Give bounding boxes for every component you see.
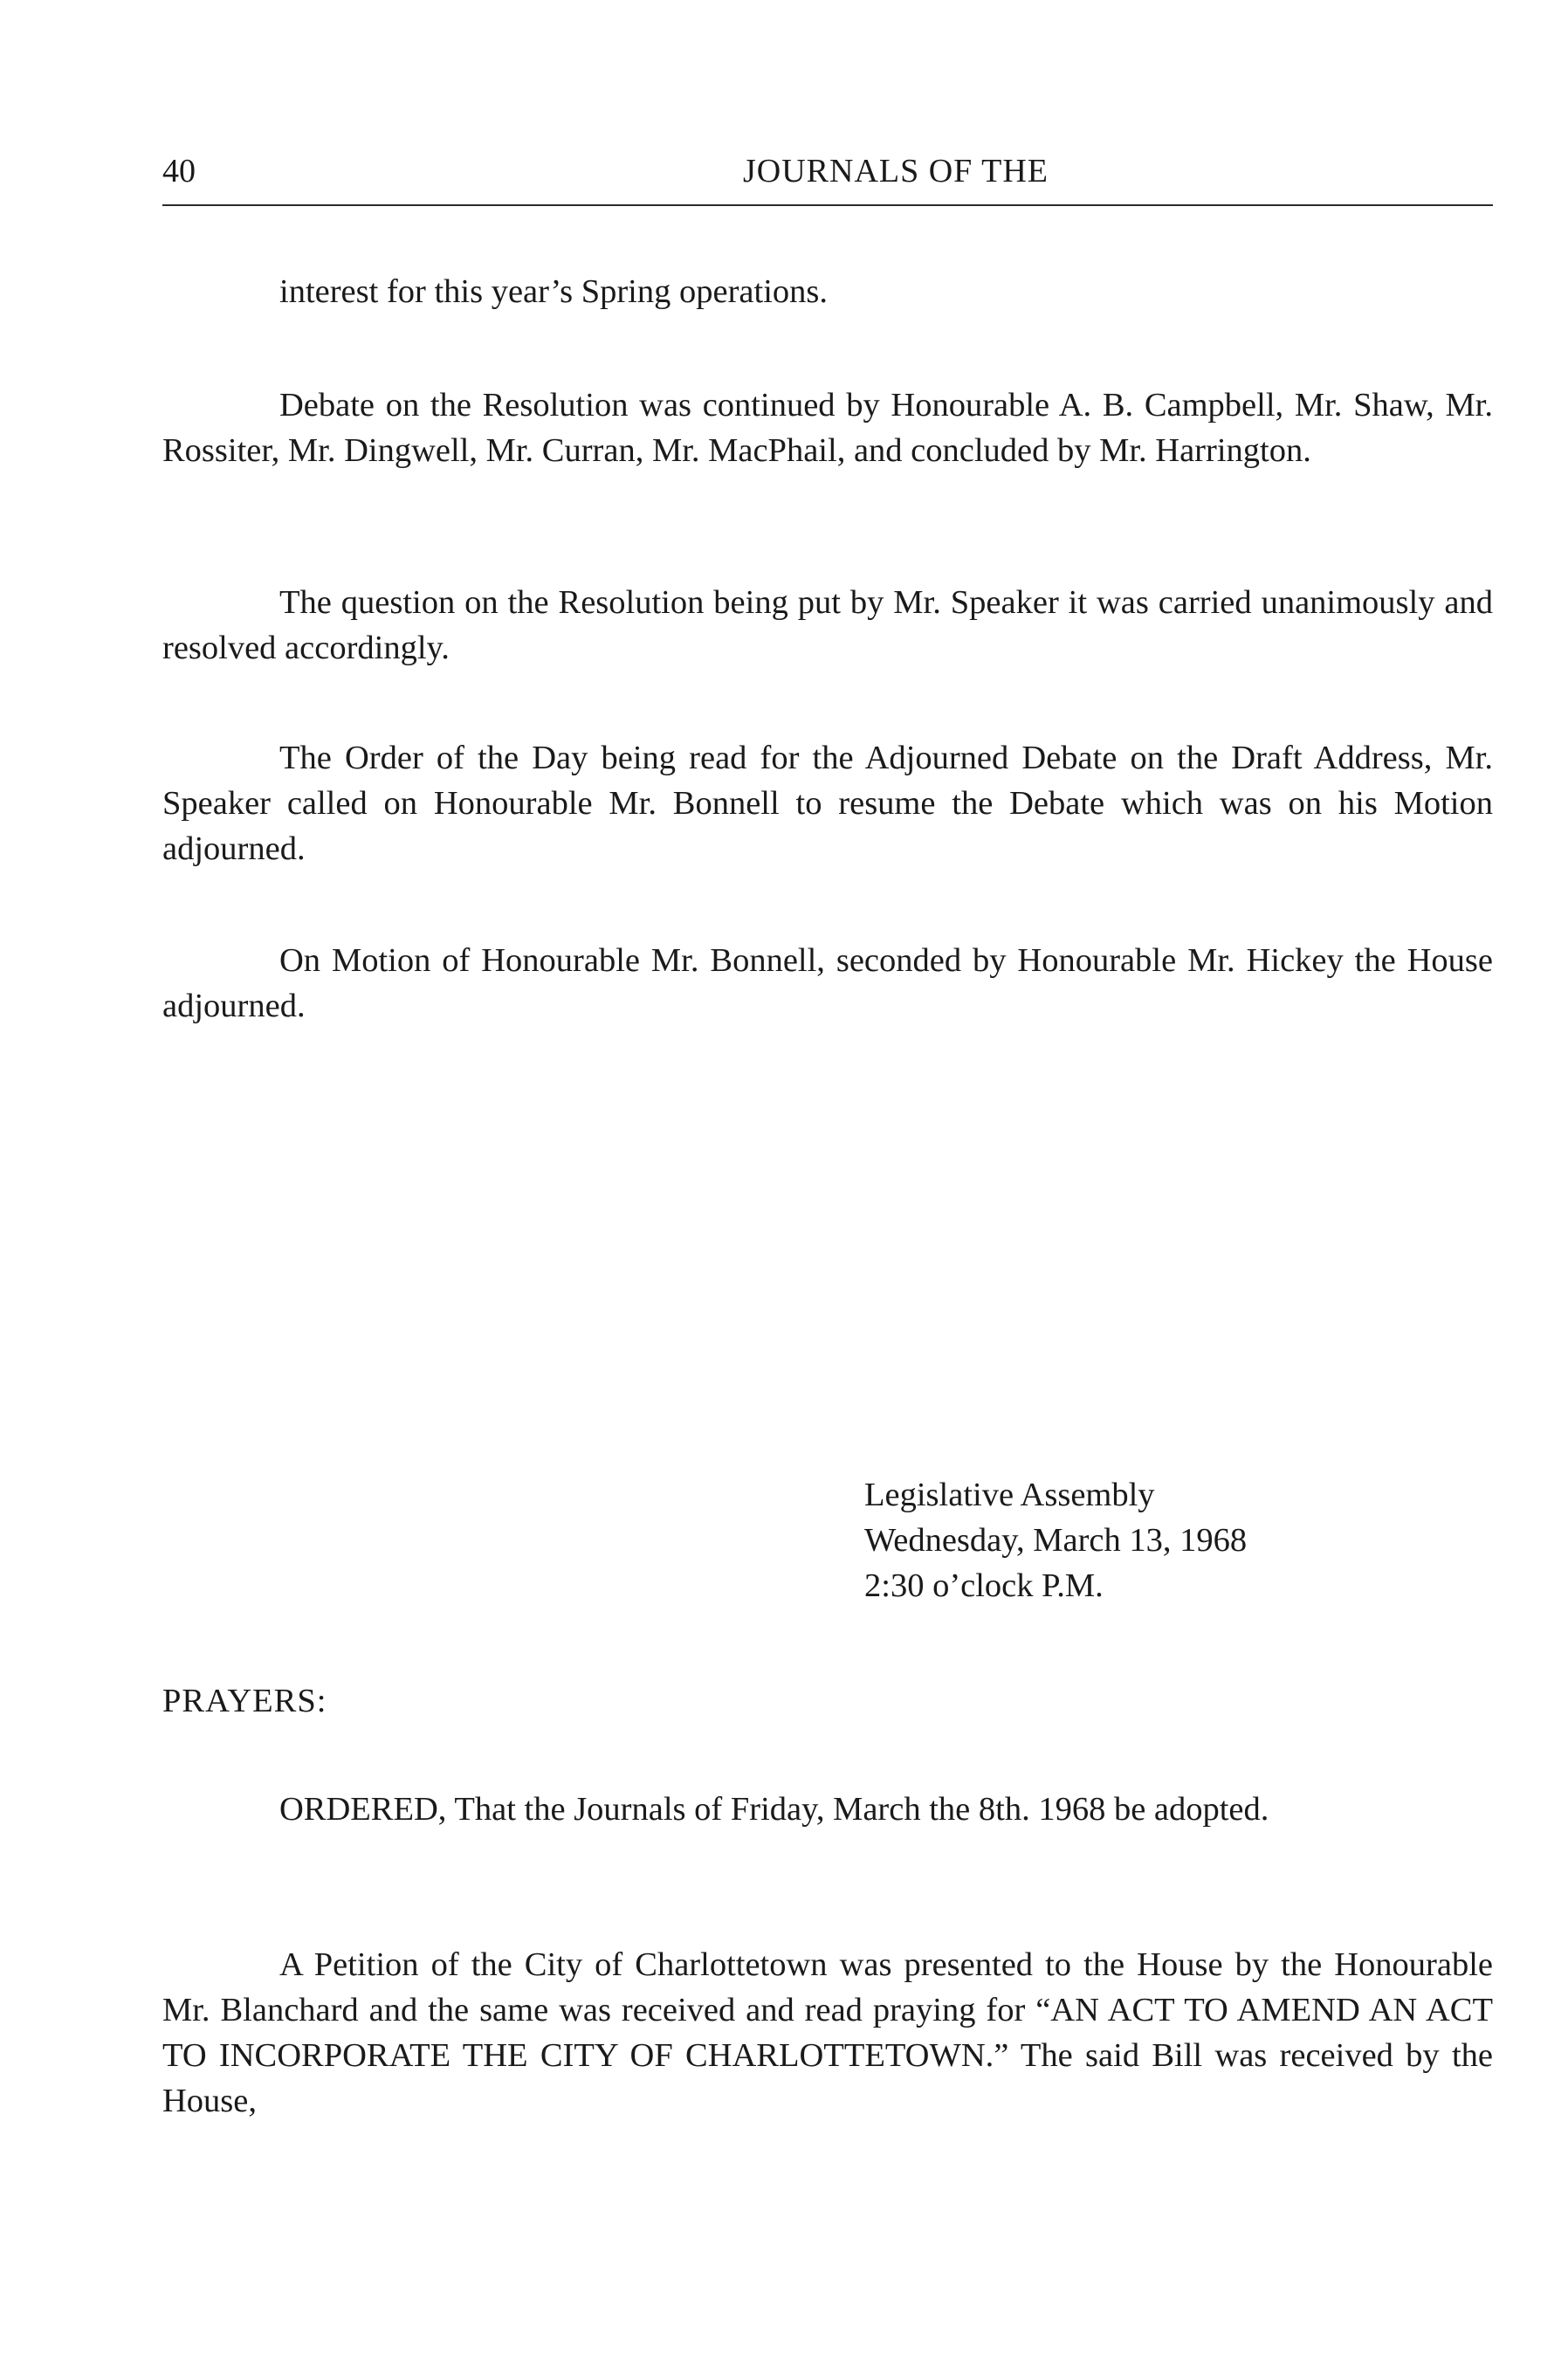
sitting-place: Legislative Assembly [864, 1477, 1155, 1513]
prayers-heading: PRAYERS: [162, 1683, 327, 1719]
sitting-heading [864, 1472, 1247, 1608]
paragraph-ordered: ORDERED, That the Journals of Friday, March the 8th. 1968 be adopted. [279, 1791, 1269, 1828]
paragraph-motion-adjourn: On Motion of Honourable Mr. Bonnell, seconded by Honourable Mr. Hickey the House adjourned. [162, 942, 1493, 1024]
paragraph-petition: A Petition of the City of Charlottetown was presented to the House by the Honourable Mr. Blanchard and the same was received and read praying for “AN ACT TO AMEND AN ACT TO INCORPORATE THE CITY OF CHARLOTTETOWN.” The said Bill was received by the House, [162, 1946, 1493, 2119]
page-number: 40 [162, 153, 196, 189]
paragraph-continuation: interest for this year’s Spring operations. [279, 273, 828, 310]
paragraph-question: The question on the Resolution being put by Mr. Speaker it was carried unanimously and resolved accordingly. [162, 584, 1493, 666]
running-head: JOURNALS OF THE [742, 153, 1049, 189]
page-header [162, 147, 1493, 196]
header-rule [162, 204, 1493, 206]
paragraph-debate: Debate on the Resolution was continued by Honourable A. B. Campbell, Mr. Shaw, Mr. Rossiter, Mr. Dingwell, Mr. Curran, Mr. MacPhail, and concluded by Mr. Harrington. [162, 387, 1493, 469]
paragraph-order-of-day: The Order of the Day being read for the Adjourned Debate on the Draft Address, Mr. Speaker called on Honourable Mr. Bonnell to resume the Debate which was on his Motion adjourned. [162, 740, 1493, 867]
sitting-time: 2:30 o’clock P.M. [864, 1567, 1104, 1604]
sitting-date: Wednesday, March 13, 1968 [864, 1522, 1248, 1559]
